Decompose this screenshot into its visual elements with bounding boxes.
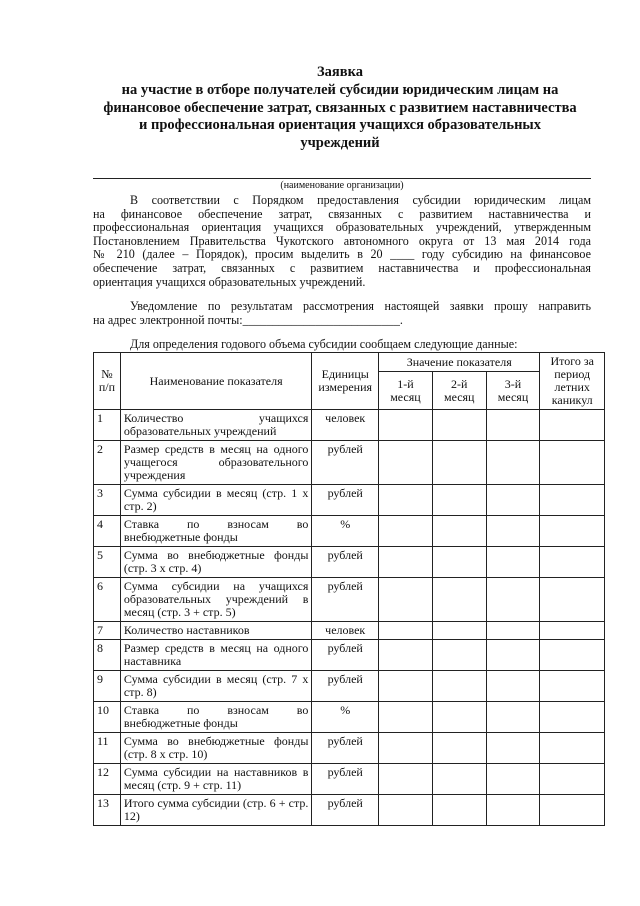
row-unit: рублей [312,640,379,671]
paragraph-line: Уведомление по результатам рассмотрения настоящей заявки прошу направить [130,299,591,313]
table-row [94,547,605,578]
row-month-1-cell[interactable] [379,702,433,733]
row-total-cell[interactable] [540,733,605,764]
row-month-2-cell[interactable] [432,671,486,702]
document-subtitle [60,82,620,152]
row-indicator-name: Количество наставников [120,622,311,640]
row-unit: % [312,702,379,733]
table-row [94,410,605,441]
row-month-3-cell[interactable] [486,733,540,764]
paragraph-line: В соответствии с Порядком предоставления субсидии юридическим лицам [130,193,591,207]
row-month-2-cell[interactable] [432,640,486,671]
row-total-cell[interactable] [540,410,605,441]
row-unit: человек [312,410,379,441]
table-row [94,516,605,547]
paragraph-line: на адрес электронной почты:__________________________. [93,312,403,327]
paragraph-notification [93,300,591,327]
table-row [94,622,605,640]
row-total-cell[interactable] [540,578,605,622]
row-total-cell[interactable] [540,485,605,516]
table-row [94,733,605,764]
row-indicator-name: Сумма во внебюджетные фонды (стр. 3 х стр. 4) [120,547,311,578]
row-month-3-cell[interactable] [486,578,540,622]
table-row [94,640,605,671]
row-indicator-name: Сумма субсидии на учащихся образовательных учреждений в месяц (стр. 3 + стр. 5) [120,578,311,622]
subtitle-line: и профессиональная ориентация учащихся образовательных [138,117,541,133]
row-unit: рублей [312,764,379,795]
row-indicator-name: Ставка по взносам во внебюджетные фонды [120,702,311,733]
row-month-3-cell[interactable] [486,547,540,578]
row-number: 3 [94,485,121,516]
row-indicator-name: Сумма субсидии в месяц (стр. 1 х стр. 2) [120,485,311,516]
subtitle-line: финансовое обеспечение затрат, связанных с развитием наставничества [103,99,577,116]
row-number: 6 [94,578,121,622]
row-indicator-name: Ставка по взносам во внебюджетные фонды [120,516,311,547]
header-num: № п/п [94,353,121,410]
subsidy-table [93,352,605,826]
row-total-cell[interactable] [540,622,605,640]
paragraph-line: Для определения годового объема субсидии сообщаем следующие данные: [130,337,518,351]
row-unit: рублей [312,578,379,622]
row-month-2-cell[interactable] [432,795,486,826]
row-month-2-cell[interactable] [432,764,486,795]
row-number: 12 [94,764,121,795]
table-body [94,410,605,826]
row-total-cell[interactable] [540,516,605,547]
row-month-2-cell[interactable] [432,485,486,516]
paragraph-line: профессиональная ориентация учащихся образовательных учреждений, утвержденным [93,220,591,235]
header-unit: Единицы измерения [312,353,379,410]
organization-name-line[interactable] [93,178,591,179]
row-month-3-cell[interactable] [486,410,540,441]
header-month-3: 3-й месяц [486,372,540,410]
row-unit: рублей [312,671,379,702]
table-row [94,441,605,485]
row-number: 11 [94,733,121,764]
row-unit: рублей [312,795,379,826]
row-month-3-cell[interactable] [486,485,540,516]
row-month-3-cell[interactable] [486,441,540,485]
paragraph-line: обеспечение затрат, связанных с развитием наставничества и профессиональная [93,260,591,275]
row-month-2-cell[interactable] [432,702,486,733]
row-number: 8 [94,640,121,671]
row-month-3-cell[interactable] [486,622,540,640]
row-indicator-name: Итого сумма субсидии (стр. 6 + стр. 12) [120,795,311,826]
subtitle-line: учреждений [300,134,380,151]
table-row [94,764,605,795]
row-total-cell[interactable] [540,702,605,733]
table-row [94,702,605,733]
row-month-1-cell[interactable] [379,795,433,826]
organization-caption: (наименование организации) [280,180,404,191]
row-total-cell[interactable] [540,640,605,671]
row-indicator-name: Размер средств в месяц на одного учащегося образовательного учреждения [120,441,311,485]
row-number: 7 [94,622,121,640]
document-title: Заявка [317,64,363,80]
row-number: 1 [94,410,121,441]
paragraph-line: № 210 (далее – Порядок), просим выделить в 20 ____ году субсидию на финансовое [93,247,591,262]
row-unit: рублей [312,441,379,485]
row-unit: рублей [312,547,379,578]
row-total-cell[interactable] [540,671,605,702]
header-month-2: 2-й месяц [432,372,486,410]
row-indicator-name: Количество учащихся образовательных учреждений [120,410,311,441]
row-month-3-cell[interactable] [486,516,540,547]
row-month-3-cell[interactable] [486,640,540,671]
paragraph-table-intro [93,338,591,352]
row-month-1-cell[interactable] [379,733,433,764]
row-month-1-cell[interactable] [379,485,433,516]
row-number: 2 [94,441,121,485]
table-row [94,578,605,622]
row-number: 4 [94,516,121,547]
row-indicator-name: Сумма субсидии в месяц (стр. 7 х стр. 8) [120,671,311,702]
row-month-2-cell[interactable] [432,441,486,485]
row-month-3-cell[interactable] [486,795,540,826]
row-number: 13 [94,795,121,826]
row-number: 5 [94,547,121,578]
paragraph-line: на финансовое обеспечение затрат, связанных с развитием наставничества и [93,206,591,221]
table-row [94,485,605,516]
row-month-1-cell[interactable] [379,441,433,485]
row-number: 9 [94,671,121,702]
table-row [94,795,605,826]
header-total: Итого за период летних каникул [540,353,605,410]
row-month-1-cell[interactable] [379,547,433,578]
row-month-1-cell[interactable] [379,410,433,441]
header-name: Наименование показателя [120,353,311,410]
row-month-2-cell[interactable] [432,516,486,547]
paragraph-line: ориентация учащихся образовательных учреждений. [93,274,366,289]
row-unit: рублей [312,485,379,516]
row-total-cell[interactable] [540,441,605,485]
row-month-1-cell[interactable] [379,578,433,622]
row-total-cell[interactable] [540,795,605,826]
header-value-group: Значение показателя [379,353,540,372]
row-month-2-cell[interactable] [432,578,486,622]
row-month-2-cell[interactable] [432,410,486,441]
row-total-cell[interactable] [540,764,605,795]
row-month-3-cell[interactable] [486,702,540,733]
table-row [94,671,605,702]
row-month-1-cell[interactable] [379,516,433,547]
row-indicator-name: Сумма во внебюджетные фонды (стр. 8 х стр. 10) [120,733,311,764]
row-indicator-name: Сумма субсидии на наставников в месяц (стр. 9 + стр. 11) [120,764,311,795]
row-month-2-cell[interactable] [432,547,486,578]
header-month-1: 1-й месяц [379,372,433,410]
paragraph-request [93,194,591,289]
row-month-2-cell[interactable] [432,622,486,640]
row-unit: % [312,516,379,547]
row-month-1-cell[interactable] [379,764,433,795]
row-unit: рублей [312,733,379,764]
row-month-3-cell[interactable] [486,764,540,795]
row-month-1-cell[interactable] [379,671,433,702]
row-month-1-cell[interactable] [379,622,433,640]
row-month-1-cell[interactable] [379,640,433,671]
row-total-cell[interactable] [540,547,605,578]
paragraph-line: Постановлением Правительства Чукотского автономного округа от 13 мая 2014 года [93,233,591,248]
subtitle-line: на участие в отборе получателей субсидии юридическим лицам на [121,82,559,98]
row-month-3-cell[interactable] [486,671,540,702]
row-month-2-cell[interactable] [432,733,486,764]
row-number: 10 [94,702,121,733]
row-indicator-name: Размер средств в месяц на одного наставника [120,640,311,671]
row-unit: человек [312,622,379,640]
